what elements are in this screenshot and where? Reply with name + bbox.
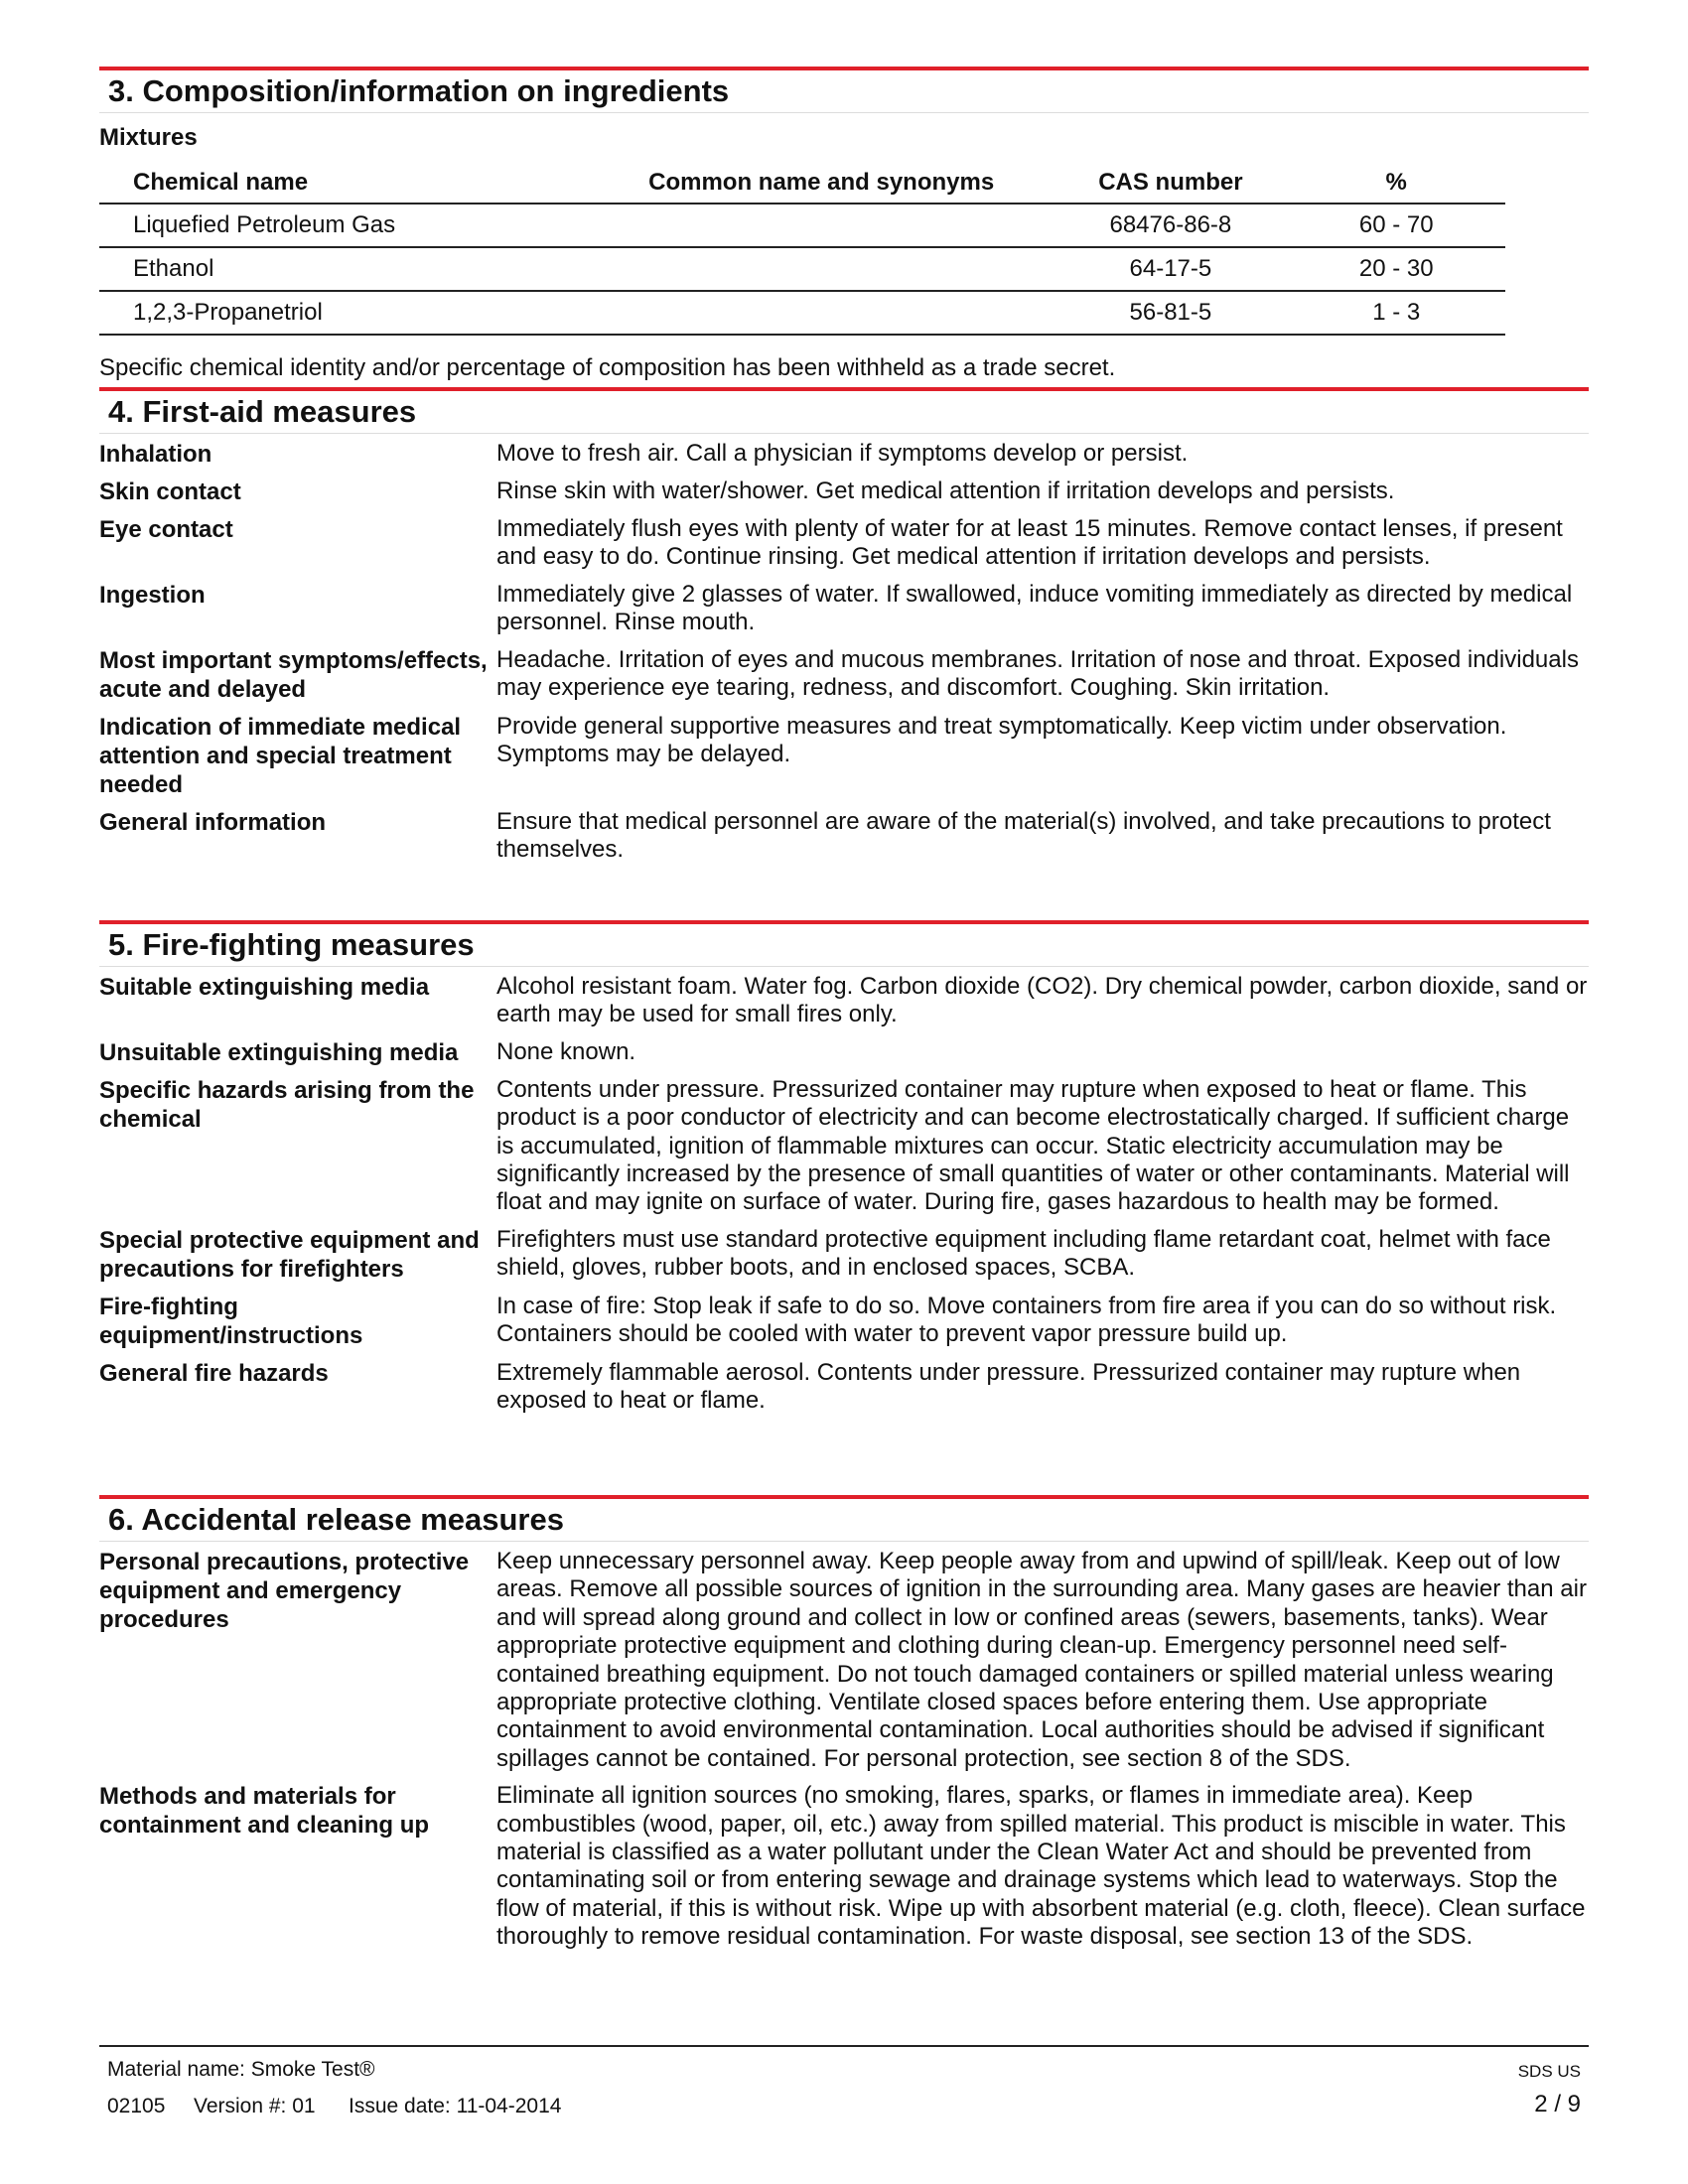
item-label: Ingestion xyxy=(99,581,206,609)
item-label: Inhalation xyxy=(99,441,212,468)
footer-doc-id: 02105 xyxy=(107,2095,166,2117)
table-header-row xyxy=(99,163,1505,204)
section-title: 3. Composition/information on ingredients xyxy=(108,73,730,108)
item-label: General information xyxy=(99,808,327,836)
section-fire-fighting xyxy=(99,920,1589,1425)
cas-number-cell: 68476-86-8 xyxy=(1054,204,1287,247)
list-item xyxy=(99,713,1589,799)
section-title: 5. Fire-fighting measures xyxy=(108,927,475,962)
fire-fighting-list xyxy=(99,973,1589,1416)
item-text: Firefighters must use standard protective equipment including flame retardant coat, helmet with face shield, gloves, rubber boots, and in enclosed spaces, SCBA. xyxy=(496,1225,1551,1282)
section-divider xyxy=(99,1541,1589,1542)
column-header-cas-number: CAS number xyxy=(1098,169,1243,196)
list-item xyxy=(99,1226,1589,1284)
item-label: Skin contact xyxy=(99,478,241,505)
footer-page-number: 2 / 9 xyxy=(1534,2091,1581,2117)
item-text: Immediately give 2 glasses of water. If swallowed, induce vomiting immediately as directed by medical personnel. Rinse mouth. xyxy=(496,580,1573,636)
item-label: Methods and materials for containment and cleaning up xyxy=(99,1783,430,1840)
table-row xyxy=(99,291,1505,335)
list-item xyxy=(99,440,1589,469)
item-text: None known. xyxy=(496,1037,636,1065)
common-name-cell xyxy=(589,291,1054,335)
item-label: Specific hazards arising from the chemical xyxy=(99,1076,475,1133)
item-text: Eliminate all ignition sources (no smoking, flares, sparks, or flames in immediate area). Keep combustibles (wood, paper, oil, etc.) away from spilled material. This product is miscible in water. This material is classified as a water pollutant under the Clean Water Act and should be prevented from contaminating soil or from entering sewage and drainage systems which lead to waterways. Stop the flow of material, if this is without risk. Wipe up with absorbent material (e.g. cloth, fleece). Clean surface thoroughly to remove residual contamination. For waste disposal, see section 13 of the SDS. xyxy=(496,1782,1586,1951)
list-item xyxy=(99,581,1589,637)
cas-number-cell: 56-81-5 xyxy=(1054,291,1287,335)
list-item xyxy=(99,973,1589,1029)
footer-material-name: Material name: Smoke Test® xyxy=(107,2058,375,2081)
mixtures-label: Mixtures xyxy=(99,124,198,151)
item-label: Suitable extinguishing media xyxy=(99,974,430,1001)
list-item xyxy=(99,478,1589,506)
footer-issue-date: Issue date: 11-04-2014 xyxy=(349,2095,562,2117)
item-label: Unsuitable extinguishing media xyxy=(99,1038,459,1066)
section-accidental-release xyxy=(99,1495,1589,1961)
item-text: Keep unnecessary personnel away. Keep people away from and upwind of spill/leak. Keep out of low areas. Remove all possible sources of ignition in the surrounding area. Many gases are heavier than air and will spread along ground and collect in low or confined areas (sewers, basements, tanks). Wear appropriate protective equipment and clothing during clean-up. Emergency personnel need self-contained breathing equipment. Do not touch damaged containers or spilled material unless wearing appropriate protective clothing. Ventilate closed spaces before entering them. Use appropriate containment to avoid environmental contamination. Local authorities should be advised if significant spillages cannot be contained. For personal protection, see section 8 of the SDS. xyxy=(496,1548,1587,1772)
section-title: 4. First-aid measures xyxy=(108,394,417,429)
column-header-chemical-name: Chemical name xyxy=(133,169,309,196)
list-item xyxy=(99,646,1589,704)
footer-sds-label: SDS US xyxy=(1517,2062,1581,2081)
list-item xyxy=(99,1782,1589,1951)
section-divider xyxy=(99,966,1589,967)
table-row xyxy=(99,247,1505,291)
list-item xyxy=(99,1076,1589,1217)
footer-version: Version #: 01 xyxy=(194,2095,316,2117)
column-header-common-name: Common name and synonyms xyxy=(648,169,995,196)
list-item xyxy=(99,1038,1589,1067)
list-item xyxy=(99,1293,1589,1350)
percent-cell: 60 - 70 xyxy=(1287,204,1505,247)
cas-number-cell: 64-17-5 xyxy=(1054,247,1287,291)
list-item xyxy=(99,1548,1589,1773)
chemical-name-cell: Liquefied Petroleum Gas xyxy=(99,204,589,247)
item-text: Extremely flammable aerosol. Contents under pressure. Pressurized container may rupture when exposed to heat or flame. xyxy=(496,1358,1521,1415)
table-row xyxy=(99,204,1505,247)
list-item xyxy=(99,515,1589,572)
column-header-percent: % xyxy=(1385,169,1407,196)
item-text: Contents under pressure. Pressurized container may rupture when exposed to heat or flame. This product is a poor conductor of electricity and can become electrostatically charged. If sufficient charge is accumulated, ignition of flammable mixtures can occur. Static electricity accumulation may be significantly increased by the presence of small quantities of water or other contaminants. Material will float and may ignite on surface of water. During fire, gases hazardous to health may be formed. xyxy=(496,1075,1570,1216)
item-text: Immediately flush eyes with plenty of water for at least 15 minutes. Remove contact lenses, if present and easy to do. Continue rinsing. Get medical attention if irritation develops and persists. xyxy=(496,515,1563,571)
item-label: Eye contact xyxy=(99,516,233,543)
common-name-cell xyxy=(589,204,1054,247)
item-text: Rinse skin with water/shower. Get medical attention if irritation develops and persists. xyxy=(496,478,1395,504)
item-text: Ensure that medical personnel are aware of the material(s) involved, and take precautions to protect themselves. xyxy=(496,807,1551,864)
section-divider xyxy=(99,433,1589,434)
item-text: Provide general supportive measures and treat symptomatically. Keep victim under observation. Symptoms may be delayed. xyxy=(496,712,1507,768)
trade-secret-note: Specific chemical identity and/or percentage of composition has been withheld as a trade secret. xyxy=(99,354,1116,381)
section-title: 6. Accidental release measures xyxy=(108,1502,564,1537)
common-name-cell xyxy=(589,247,1054,291)
accidental-release-list xyxy=(99,1548,1589,1952)
section-composition xyxy=(99,67,1589,383)
item-label: Personal precautions, protective equipment and emergency procedures xyxy=(99,1549,470,1633)
chemical-name-cell: Ethanol xyxy=(99,247,589,291)
item-label: Indication of immediate medical attention and special treatment needed xyxy=(99,713,462,798)
item-text: Alcohol resistant foam. Water fog. Carbon dioxide (CO2). Dry chemical powder, carbon dioxide, sand or earth may be used for small fires only. xyxy=(496,973,1588,1028)
item-label: Most important symptoms/effects, acute and delayed xyxy=(99,646,488,703)
composition-table xyxy=(99,163,1505,336)
section-first-aid xyxy=(99,387,1589,873)
page-footer xyxy=(99,2045,1589,2117)
list-item xyxy=(99,1359,1589,1416)
item-text: In case of fire: Stop leak if safe to do so. Move containers from fire area if you can do so without risk. Containers should be cooled with water to prevent vapor pressure build up. xyxy=(496,1292,1557,1348)
percent-cell: 1 - 3 xyxy=(1287,291,1505,335)
chemical-name-cell: 1,2,3-Propanetriol xyxy=(99,291,589,335)
item-label: Special protective equipment and precautions for firefighters xyxy=(99,1226,480,1283)
item-text: Move to fresh air. Call a physician if symptoms develop or persist. xyxy=(496,440,1189,467)
section-divider xyxy=(99,112,1589,113)
percent-cell: 20 - 30 xyxy=(1287,247,1505,291)
first-aid-list xyxy=(99,440,1589,864)
item-text: Headache. Irritation of eyes and mucous membranes. Irritation of nose and throat. Exposed individuals may experience eye tearing, redness, and discomfort. Coughing. Skin irritation. xyxy=(496,645,1579,702)
item-label: General fire hazards xyxy=(99,1359,329,1387)
item-label: Fire-fighting equipment/instructions xyxy=(99,1293,363,1349)
list-item xyxy=(99,808,1589,865)
